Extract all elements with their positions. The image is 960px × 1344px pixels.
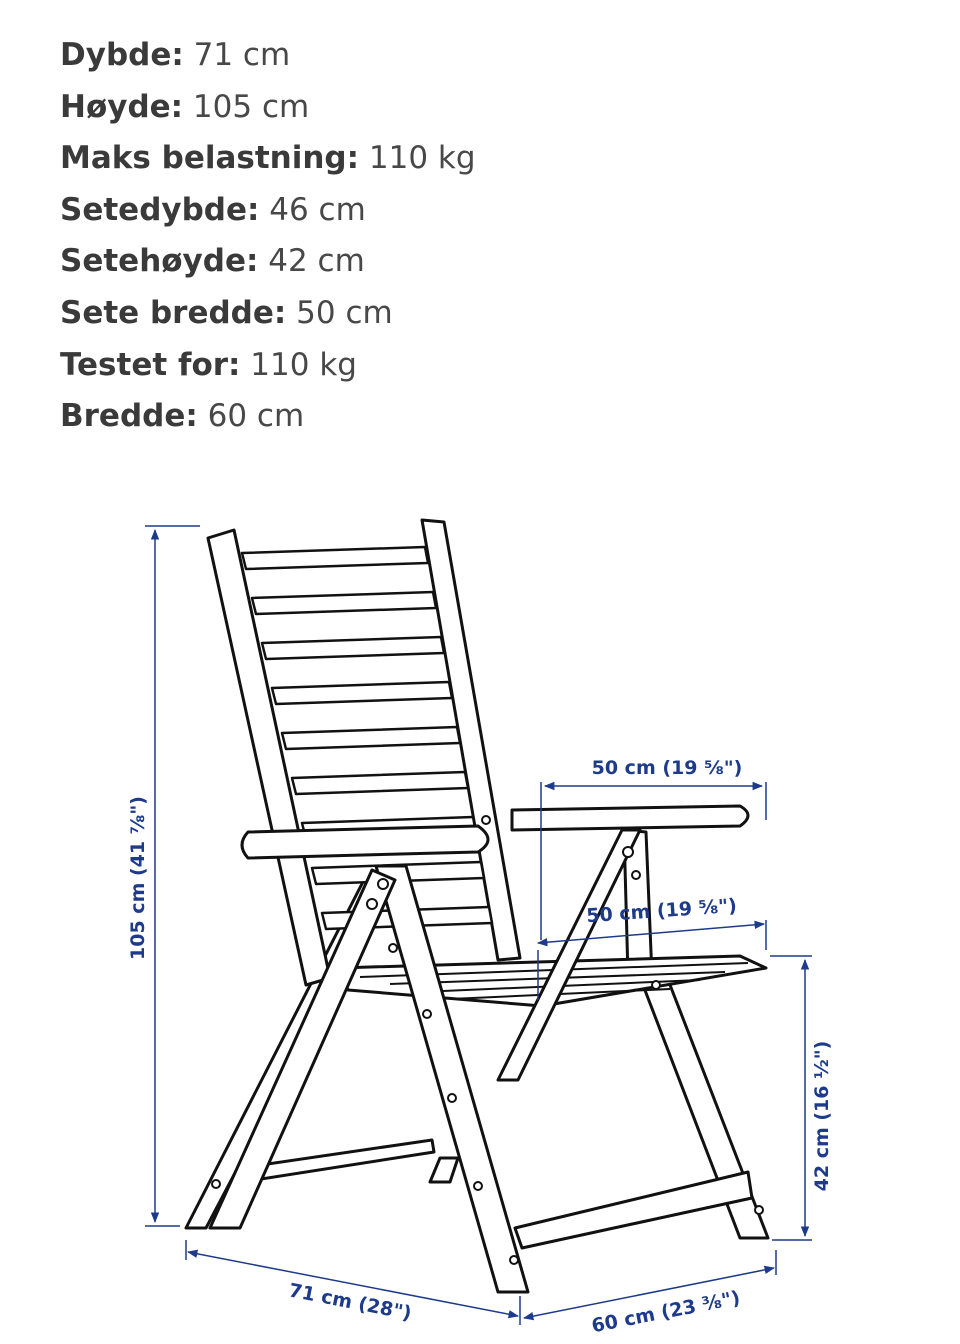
spec-label: Testet for: [60, 346, 241, 383]
spec-row-width [60, 391, 476, 443]
spec-value: 46 cm [259, 191, 366, 228]
spec-row-seat-width [60, 288, 476, 340]
spec-row-depth [60, 30, 476, 82]
spec-row-seat-height [60, 236, 476, 288]
spec-label: Høyde: [60, 88, 184, 125]
specifications-list [60, 30, 476, 443]
chair-dimension-diagram [0, 470, 960, 1344]
armrest-width-dimension-label: 50 cm (19 ⅝") [591, 757, 743, 779]
spec-value: 42 cm [258, 243, 365, 280]
spec-value: 110 kg [359, 140, 476, 177]
spec-row-tested-for [60, 340, 476, 392]
spec-row-max-load [60, 133, 476, 185]
spec-label: Setedybde: [60, 191, 260, 228]
spec-label: Bredde: [60, 398, 198, 435]
spec-row-height [60, 82, 476, 134]
spec-label: Maks belastning: [60, 140, 360, 177]
spec-value: 71 cm [183, 37, 291, 73]
spec-value: 50 cm [286, 294, 393, 331]
seat-height-dimension-label: 42 cm (16 ½") [811, 1040, 833, 1192]
spec-label: Sete bredde: [60, 294, 287, 331]
spec-label: Setehøyde: [60, 243, 259, 280]
spec-value: 110 kg [240, 346, 357, 383]
spec-value: 60 cm [197, 398, 305, 435]
spec-label: Dybde: [60, 37, 184, 73]
spec-value: 105 cm [183, 88, 310, 125]
height-dimension-label: 105 cm (41 ⅞") [127, 796, 149, 960]
spec-row-seat-depth [60, 185, 476, 237]
seat-width-dimension-label: 50 cm (19 ⅝") [585, 894, 738, 928]
width-dimension-label: 60 cm (23 ⅜") [589, 1286, 742, 1338]
depth-dimension-label: 71 cm (28") [286, 1279, 414, 1325]
